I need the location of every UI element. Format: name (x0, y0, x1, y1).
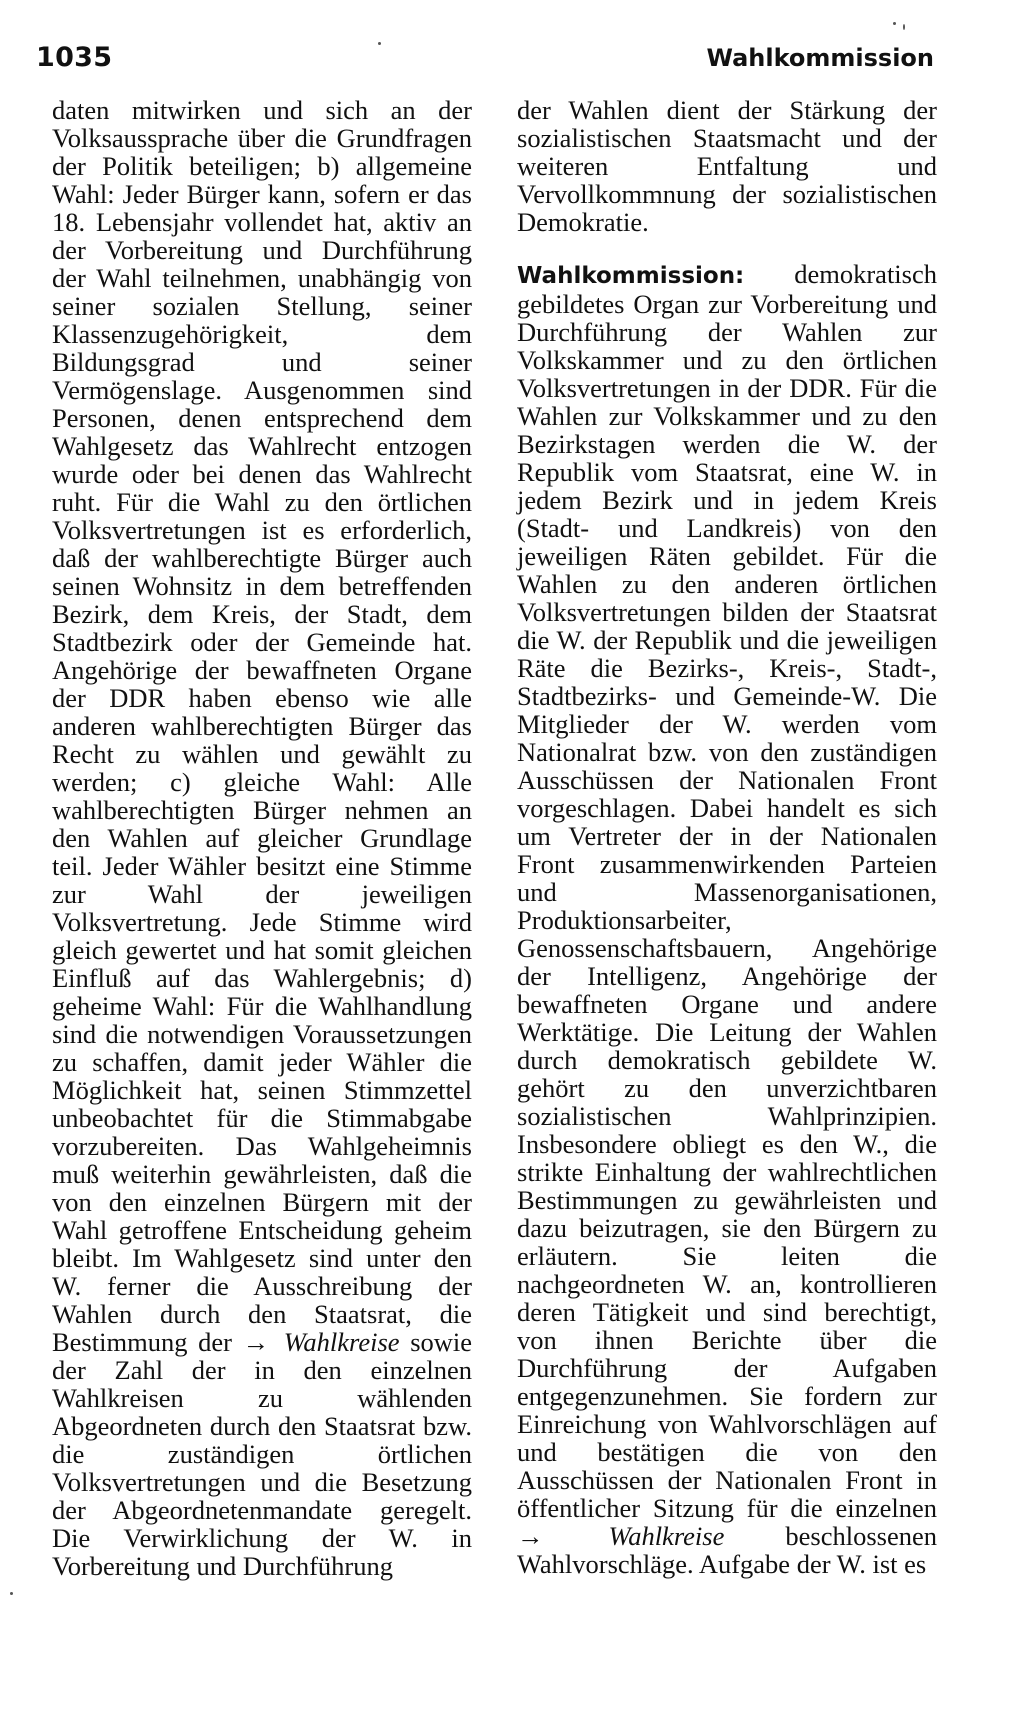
left-text-before-ref: daten mitwirken und sich an der Volksaussprache über die Grundfragen der Politik beteiligen; b) allgemeine Wahl: Jeder Bürger kann, sofern er das 18. Lebensjahr vollendet hat, aktiv an der Vorbereitung und Durchführung der Wahl teilnehmen, unabhängig von seiner sozialen Stellung, seiner Klassenzugehörigkeit, dem Bildungsgrad und seiner Vermögenslage. Ausgenommen sind Personen, denen entsprechend dem Wahlgesetz das Wahlrecht entzogen wurde oder bei denen das Wahlrecht ruht. Für die Wahl zu den örtlichen Volksvertretungen ist es erforderlich, daß der wahlberechtigte Bürger auch seinen Wohnsitz in dem betreffenden Bezirk, dem Kreis, der Stadt, dem Stadtbezirk oder der Gemeinde hat. Angehörige der bewaffneten Organe der DDR haben ebenso wie alle anderen wahlberechtigten Bürger das Recht zu wählen und gewählt zu werden; c) gleiche Wahl: Alle wahlberechtigten Bürger nehmen an den Wahlen auf gleicher Grundlage teil. Jeder Wähler besitzt eine Stimme zur Wahl der jeweiligen Volksvertretung. Jede Stimme wird gleich gewertet und hat somit gleichen Einfluß auf das Wahlergebnis; d) geheime Wahl: Für die Wahlhandlung sind die notwendigen Voraussetzungen zu schaffen, damit jeder Wähler die Möglichkeit hat, seinen Stimmzettel unbeobachtet für die Stimmabgabe vorzubereiten. Das Wahlgeheimnis muß weiterhin gewährleisten, daß die von den einzelnen Bürgern mit der Wahl getroffene Entscheidung geheim bleibt. Im Wahlgesetz sind unter den W. ferner die Ausschreibung der Wahlen durch den Staatsrat, die Bestimmung der (52, 95, 472, 1357)
left-column (52, 96, 472, 1580)
scan-speck (903, 24, 905, 30)
page-number: 1035 (36, 42, 113, 73)
entry-text-before-ref: demokratisch gebildetes Organ zur Vorbereitung und Durchführung der Wahlen zur Volkskammer und zu den örtlichen Volksvertretungen in der DDR. Für die Wahlen zur Volkskammer und zu den Bezirkstagen werden die W. der Republik vom Staatsrat, eine W. in jedem Bezirk und in jedem Kreis (Stadt- und Landkreis) von den jeweiligen Räten gebildet. Für die Wahlen zu den anderen örtlichen Volksvertretungen bilden der Staatsrat die W. der Republik und die jeweiligen Räte die Bezirks-, Kreis-, Stadt-, Stadtbezirks- und Gemeinde-W. Die Mitglieder der W. werden vom Nationalrat bzw. von den zuständigen Ausschüssen der Nationalen Front vorgeschlagen. Dabei handelt es sich um Vertreter der in der Nationalen Front zusammenwirkenden Parteien und Massenorganisationen, Produktionsarbeiter, Genossenschaftsbauern, Angehörige der Intelligenz, Angehörige der bewaffneten Organe und andere Werktätige. Die Leitung der Wahlen durch demokratisch gebildete W. gehört zu den unverzichtbaren sozialistischen Wahlprinzipien. Insbesondere obliegt es den W., die strikte Einhaltung der wahlrechtlichen Bestimmungen zu gewährleisten und dazu beizutragen, sie den Bürgern zu erläutern. Sie leiten die nachgeordneten W. an, kontrollieren deren Tätigkeit und sind berechtigt, von ihnen Berichte über die Durchführung der Aufgaben entgegenzunehmen. Sie fordern zur Einreichung von Wahlvorschlägen auf und bestätigen die von den Ausschüssen der Nationalen Front in öffentlicher Sitzung für die einzelnen (517, 259, 937, 1523)
left-text-after-ref: sowie der Zahl der in den einzelnen Wahlkreisen zu wählenden Abgeordneten durch den Staatsrat bzw. die zuständigen örtlichen Volksvertretungen und die Besetzung der Abgeordnetenmandate geregelt. Die Verwirklichung der W. in Vorbereitung und Durchführung (52, 1327, 473, 1581)
scan-speck (893, 22, 896, 25)
scan-speck (378, 42, 381, 45)
running-head: Wahlkommission (706, 44, 934, 72)
entry-headword: Wahlkommission: (517, 263, 745, 289)
scan-speck (10, 1592, 13, 1595)
entry-text-after-ref: beschlossenen Wahlvorschläge. Aufgabe der W. ist es (517, 1521, 937, 1579)
arrow-icon: → (242, 1327, 270, 1357)
left-column-paragraph (52, 96, 472, 1580)
continuation-paragraph: der Wahlen dient der Stärkung der sozialistischen Staatsmacht und der weiteren Entfaltung und Vervollkommnung der sozialistischen Demokratie. (517, 95, 937, 237)
dictionary-entry (517, 260, 937, 1578)
arrow-icon: → (517, 1521, 544, 1551)
cross-reference-wahlkreise[interactable]: Wahlkreise (608, 1521, 725, 1551)
cross-reference-wahlkreise[interactable]: Wahlkreise (283, 1327, 400, 1357)
right-column (517, 96, 937, 1578)
